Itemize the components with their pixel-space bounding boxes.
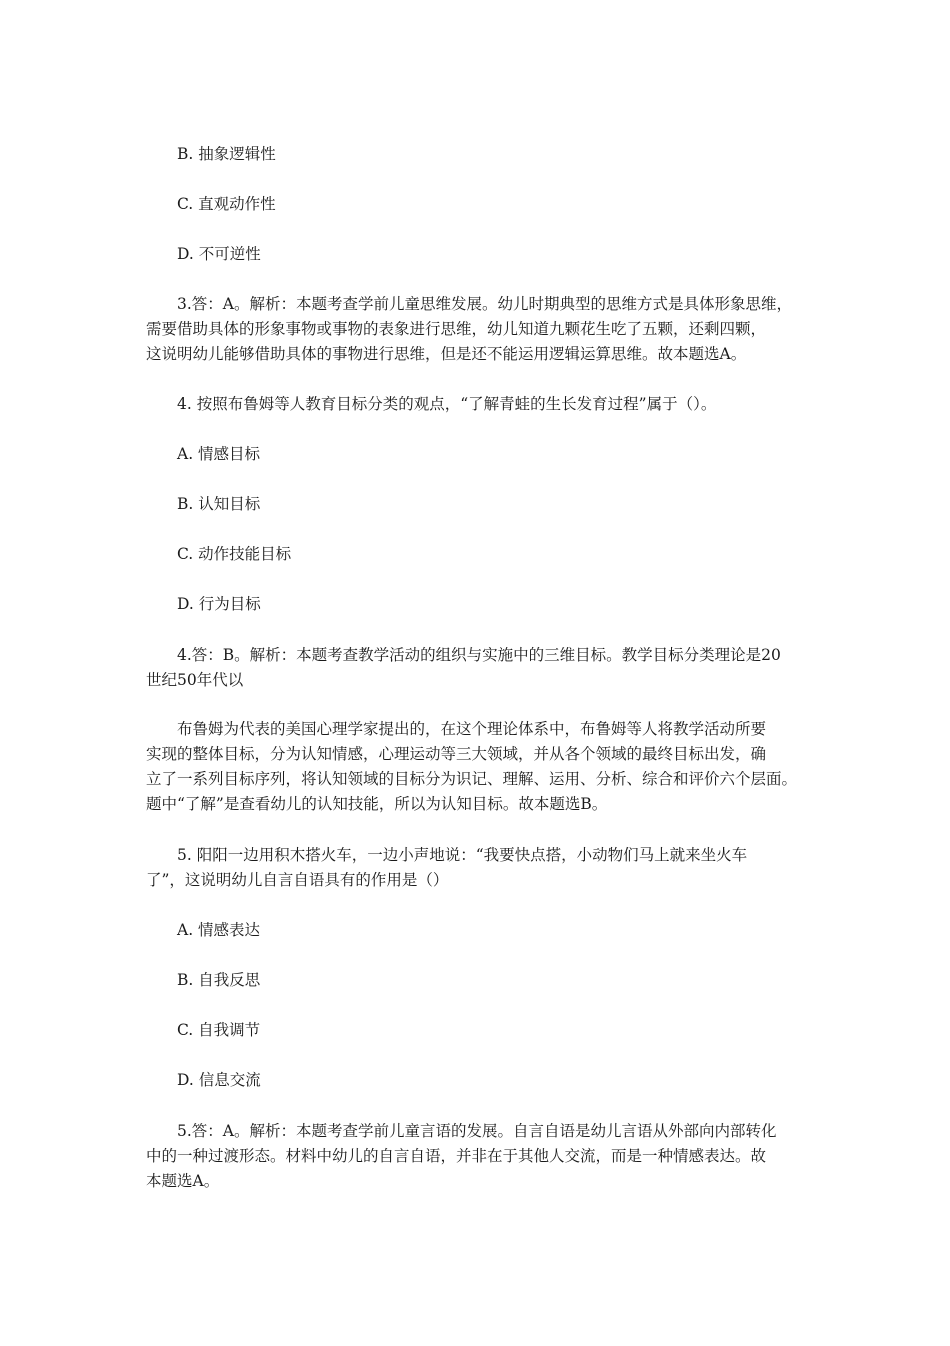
- q5-option-d: D. 信息交流: [177, 1071, 261, 1089]
- q4-question: 4. 按照布鲁姆等人教育目标分类的观点，“了解青蛙的生长发育过程”属于（）。: [177, 395, 717, 413]
- q5-option-a: A. 情感表达: [177, 921, 261, 939]
- q4-option-c: C. 动作技能目标: [177, 545, 292, 563]
- q4-option-b: B. 认知目标: [177, 495, 261, 513]
- q3-answer-explanation: 3.答：A。解析：本题考查学前儿童思维发展。幼儿时期典型的思维方式是具体形象思维， 需要借助具体的形象事物或事物的表象进行思维，幼儿知道九颗花生吃了五颗，还剩四颗， 这说明幼儿能够借助具体的事物进行思维，但是还不能运用逻辑运算思维。故本题选A。: [146, 295, 792, 363]
- q4-answer-explanation: 4.答：B。解析：本题考查教学活动的组织与实施中的三维目标。教学目标分类理论是20 世纪50年代以: [146, 646, 781, 689]
- q4-option-a: A. 情感目标: [177, 445, 261, 463]
- q3-option-c: C. 直观动作性: [177, 195, 276, 213]
- q5-option-b: B. 自我反思: [177, 971, 261, 989]
- q4-answer-continuation: 布鲁姆为代表的美国心理学家提出的，在这个理论体系中，布鲁姆等人将教学活动所要 实现的整体目标，分为认知情感，心理运动等三大领域，并从各个领域的最终目标出发，确 立了一系列目标序列，将认知领域的目标分为识记、理解、运用、分析、综合和评价六个层面。 题中“了解”是查看幼儿的认知技能，所以为认知目标。故本题选B。: [146, 720, 798, 813]
- q4-option-d: D. 行为目标: [177, 595, 261, 613]
- q5-answer-explanation: 5.答：A。解析：本题考查学前儿童言语的发展。自言自语是幼儿言语从外部向内部转化 中的一种过渡形态。材料中幼儿的自言自语，并非在于其他人交流，而是一种情感表达。故 本题选A。: [146, 1122, 777, 1190]
- q3-option-d: D. 不可逆性: [177, 245, 261, 263]
- q5-option-c: C. 自我调节: [177, 1021, 261, 1039]
- q3-option-b: B. 抽象逻辑性: [177, 145, 276, 163]
- q5-question: 5. 阳阳一边用积木搭火车，一边小声地说：“我要快点搭，小动物们马上就来坐火车 了”，这说明幼儿自言自语具有的作用是（）: [146, 846, 748, 889]
